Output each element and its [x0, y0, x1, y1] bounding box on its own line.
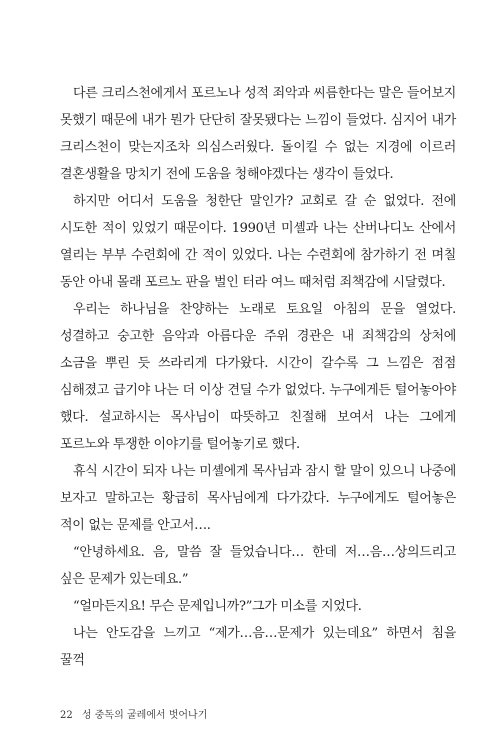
paragraph: 하지만 어디서 도움을 청한단 말인가? 교회로 갈 순 없었다. 전에 시도한 적이 있었기 때문이다. 1990년 미셸과 나는 산버나디노 산에서 열리는 부부 수련회에 간 적이 있었다. 나는 수련회에 참가하기 전 며칠 동안 아내 몰래 포르노 판을 벌인 터라 여느 때처럼 죄책감에 시달렸다.	[60, 194, 456, 290]
paragraph: “얼마든지요! 무슨 문제입니까?”그가 미소를 지었다.	[73, 599, 362, 614]
running-title: 성 중독의 굴레에서 벗어나기	[81, 710, 208, 721]
page-footer	[60, 706, 207, 721]
page-number: 22	[60, 710, 73, 721]
paragraph: 휴식 시간이 되자 나는 미셸에게 목사님과 잠시 할 말이 있으니 나중에 보자고 말하고는 황급히 목사님에게 다가갔다. 누구에게도 털어놓은 적이 없는 문제를 안고서….	[60, 464, 456, 533]
paragraph: 나는 안도감을 느끼고 “제가…음…문제가 있는데요” 하면서 침을 꿀꺽	[60, 626, 456, 668]
paragraph: 다른 크리스천에게서 포르노나 성적 죄악과 씨름한다는 말은 들어보지 못했기 때문에 내가 뭔가 단단히 잘못됐다는 느낌이 들었다. 심지어 내가 크리스천이 맞는지조차 의심스러웠다. 돌이킬 수 없는 지경에 이르러 결혼생활을 망치기 전에 도움을 청해야겠다는 생각이 들었다.	[60, 86, 456, 182]
paragraph: “안녕하세요. 음, 말씀 잘 들었습니다… 한데 저…음…상의드리고 싶은 문제가 있는데요.”	[60, 545, 456, 587]
paragraph: 우리는 하나님을 찬양하는 노래로 토요일 아침의 문을 열었다. 성결하고 숭고한 음악과 아름다운 주위 경관은 내 죄책감의 상처에 소금을 뿌린 듯 쓰라리게 다가왔다. 시간이 갈수록 그 느낌은 점점 심해졌고 급기야 나는 더 이상 견딜 수가 없었다. 누구에게든 털어놓아야 했다. 설교하시는 목사님이 따뜻하고 친절해 보여서 나는 그에게 포르노와 투쟁한 이야기를 털어놓기로 했다.	[60, 302, 456, 452]
body-text	[60, 80, 456, 674]
